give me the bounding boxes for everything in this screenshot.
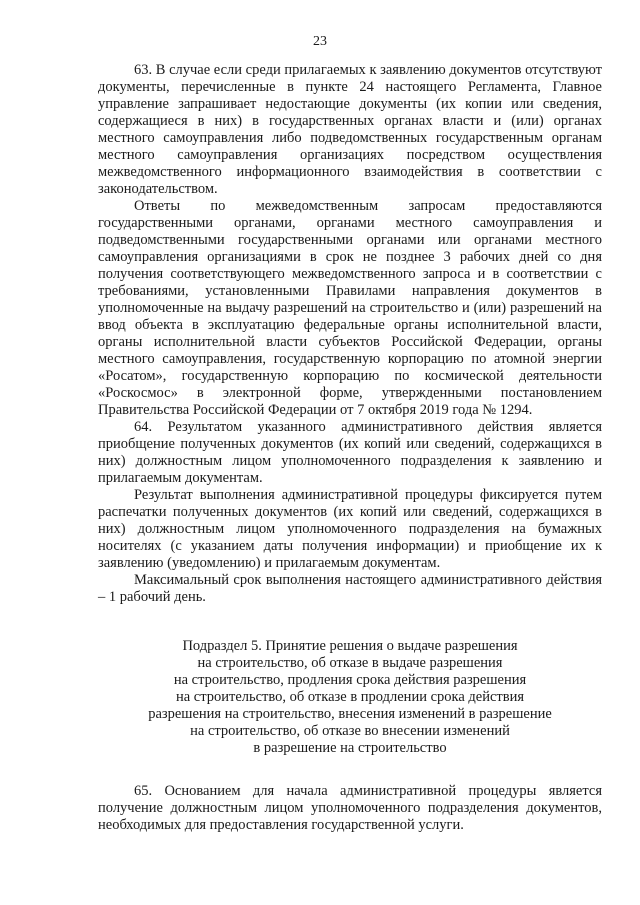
paragraph-result-fixation: Результат выполнения административной процедуры фиксируется путем распечатки полученных документов (их копий или сведений, содержащихся в них) должностным лицом уполномоченного подразделения на бумажных носителях (с указанием даты получения информации) и приобщение их к заявлению (уведомлению) и прилагаемым документам.: [98, 487, 602, 571]
paragraph-max-duration: Максимальный срок выполнения настоящего административного действия – 1 рабочий день.: [98, 572, 602, 605]
paragraph-interagency-responses: Ответы по межведомственным запросам предоставляются государственными органами, органами местного самоуправления и подведомственными государственными органами или органами местного самоуправления организациями в срок не позднее 3 рабочих дней со дня получения соответствующего межведомственного запроса и в соответствии с требованиями, установленными Правилами направления документов в уполномоченные на выдачу разрешений на строительство и (или) разрешений на ввод объекта в эксплуатацию федеральные органы исполнительной власти, органы исполнительной власти субъектов Российской Федерации, органы местного самоуправления, государственную корпорацию по атомной энергии «Росатом», государственную корпорацию по космической деятельности «Роскосмос» в электронной форме, утвержденными постановлением Правительства Российской Федерации от 7 октября 2019 года № 1294.: [98, 198, 602, 418]
heading-line: в разрешение на строительство: [253, 740, 447, 756]
heading-line: на строительство, об отказе в выдаче разрешения: [197, 655, 503, 671]
page-number: 23: [313, 34, 327, 49]
heading-line: Подраздел 5. Принятие решения о выдаче разрешения: [182, 638, 518, 654]
heading-line: на строительство, об отказе во внесении изменений: [190, 723, 510, 739]
document-body: [98, 62, 602, 834]
paragraph-63: 63. В случае если среди прилагаемых к заявлению документов отсутствуют документы, перечисленные в пункте 24 настоящего Регламента, Главное управление запрашивает недостающие документы (их копии или сведения, содержащиеся в них) в государственных органах власти и (или) органах местного самоуправления либо подведомственных государственным органам местного самоуправления организациях посредством осуществления межведомственного информационного взаимодействия в соответствии с законодательством.: [98, 62, 602, 197]
heading-line: на строительство, продления срока действия разрешения: [173, 672, 527, 688]
heading-line: разрешения на строительство, внесения изменений в разрешение: [148, 706, 552, 722]
heading-line: на строительство, об отказе в продлении срока действия: [175, 689, 525, 705]
paragraph-64: 64. Результатом указанного административного действия является приобщение полученных документов (их копий или сведений, содержащихся в них) должностным лицом уполномоченного подразделения к заявлению и прилагаемым документам.: [98, 419, 602, 486]
subsection-heading: [98, 638, 602, 757]
paragraph-65: 65. Основанием для начала административной процедуры является получение должностным лицом уполномоченного подразделения документов, необходимых для предоставления государственной услуги.: [98, 783, 602, 833]
